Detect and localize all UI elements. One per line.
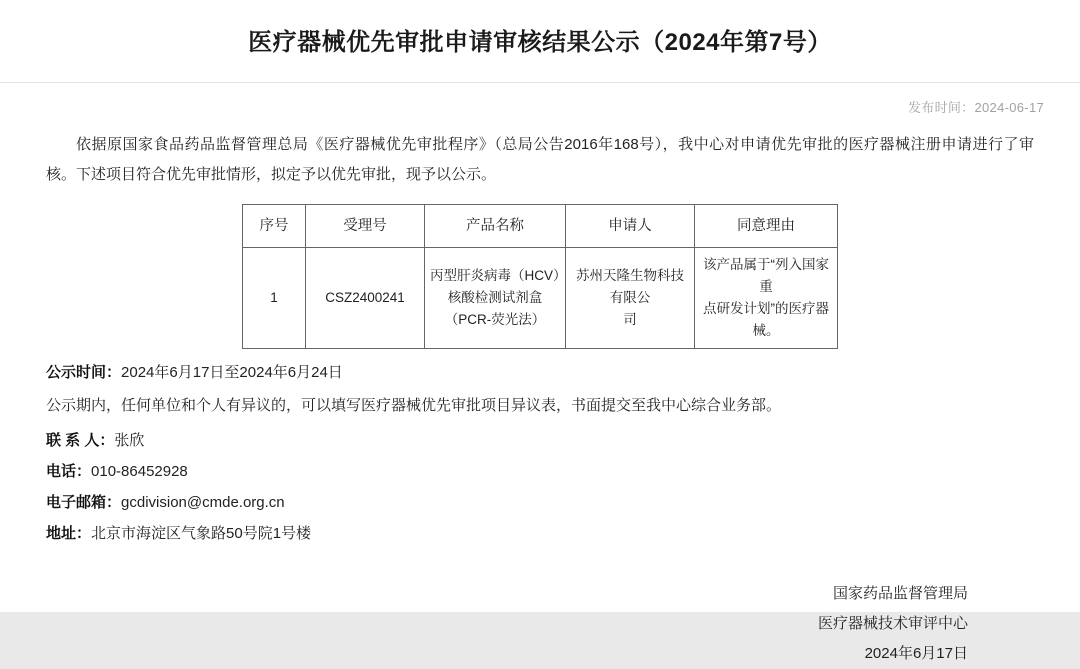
contact-person-label: 联 系 人： — [46, 431, 115, 449]
cell-product-line-2: 核酸检测试剂盒 — [447, 289, 543, 305]
cell-applicant-line-2: 司 — [623, 311, 637, 327]
cell-product — [425, 247, 566, 348]
approval-table — [242, 204, 838, 349]
table-row — [243, 247, 838, 348]
contact-address-label: 地址： — [46, 524, 92, 542]
signature-org-2: 医疗器械技术审评中心 — [817, 614, 968, 632]
cell-reason-line-3: 械。 — [752, 322, 780, 338]
publicity-period-value: 2024年6月17日至2024年6月24日 — [121, 363, 343, 381]
column-header-applicant: 申请人 — [566, 204, 695, 247]
contact-phone-value: 010-86452928 — [91, 462, 188, 480]
contact-phone-label: 电话： — [46, 462, 92, 480]
publish-time-label: 发布时间： — [907, 99, 975, 115]
column-header-no: 序号 — [243, 204, 306, 247]
signature-date: 2024年6月17日 — [864, 644, 968, 662]
column-header-product: 产品名称 — [425, 204, 566, 247]
column-header-accept-no: 受理号 — [306, 204, 425, 247]
page-title: 医疗器械优先审批申请审核结果公示（2024年第7号） — [248, 29, 832, 56]
contact-person — [46, 425, 1034, 456]
cell-applicant — [566, 247, 695, 348]
table-header-row — [243, 204, 838, 247]
contact-address-value: 北京市海淀区气象路50号院1号楼 — [91, 524, 312, 542]
approval-table-wrapper — [46, 204, 1034, 349]
objection-note: 公示期内，任何单位和个人有异议的，可以填写医疗器械优先审批项目异议表，书面提交至我中心综合业务部。 — [46, 396, 782, 414]
contact-person-value: 张欣 — [114, 431, 145, 449]
cell-accept-no: CSZ2400241 — [306, 247, 425, 348]
publicity-period — [46, 357, 1034, 388]
cell-reason-line-1: 该产品属于“列入国家重 — [703, 256, 829, 294]
contact-email — [46, 487, 1034, 518]
intro-paragraph: 依据原国家食品药品监督管理总局《医疗器械优先审批程序》（总局公告2016年168号），我中心对申请优先审批的医疗器械注册申请进行了审核。下述项目符合优先审批情形，拟定予以优先审批，现予以公示。 — [46, 135, 1034, 183]
contact-email-label: 电子邮箱： — [46, 493, 122, 511]
signature-org-1: 国家药品监督管理局 — [832, 584, 968, 602]
approval-table-head — [243, 204, 838, 247]
publish-time-value: 2024-06-17 — [974, 99, 1044, 115]
signature-block — [46, 579, 1034, 669]
contact-address — [46, 518, 1034, 549]
cell-applicant-line-1: 苏州天隆生物科技有限公 — [576, 267, 684, 305]
column-header-reason: 同意理由 — [695, 204, 838, 247]
cell-product-line-1: 丙型肝炎病毒（HCV） — [430, 267, 567, 283]
contact-block — [46, 425, 1034, 549]
document-content — [0, 116, 1080, 669]
cell-product-line-3: （PCR-荧光法） — [444, 311, 546, 327]
cell-no: 1 — [243, 247, 306, 348]
publicity-period-label: 公示时间： — [46, 363, 122, 381]
contact-email-value[interactable]: gcdivision@cmde.org.cn — [121, 493, 285, 511]
publish-time — [0, 83, 1080, 116]
approval-table-body — [243, 247, 838, 348]
cell-reason — [695, 247, 838, 348]
contact-phone — [46, 456, 1034, 487]
cell-reason-line-2: 点研发计划”的医疗器 — [703, 300, 829, 316]
